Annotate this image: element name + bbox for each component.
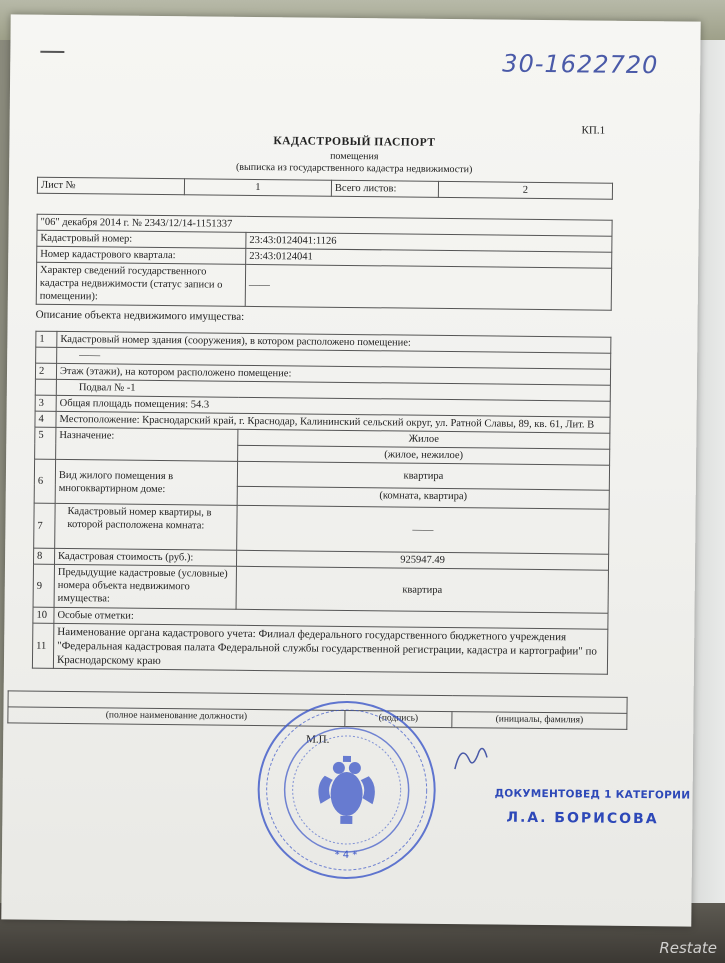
watermark-text: Restate — [659, 939, 717, 957]
previous-numbers-value: квартира — [236, 566, 608, 613]
cadastral-quarter-label: Номер кадастрового квартала: — [37, 246, 246, 264]
dwelling-type-value: квартира — [237, 461, 609, 490]
previous-numbers-label: Предыдущие кадастровые (условные) номера объекта недвижимого имущества: — [54, 564, 236, 609]
row-number: 10 — [33, 607, 54, 623]
cadastral-quarter-value: 23:43:0124041 — [246, 248, 612, 268]
official-seal-graphic — [254, 697, 441, 884]
svg-text:* 4 *: * 4 * — [334, 849, 358, 862]
header-table — [36, 214, 613, 311]
record-status-label: Характер сведений государственного кадастра недвижимости (статус записи о помещении): — [36, 262, 245, 306]
sheet-label: Лист № — [37, 177, 184, 195]
floor-value: Подвал № -1 — [56, 379, 610, 401]
site-watermark — [659, 939, 717, 957]
handwritten-signature — [451, 739, 491, 779]
document-title: КАДАСТРОВЫЙ ПАСПОРТ — [273, 135, 436, 149]
document-subtitle: помещения — [330, 150, 379, 163]
seal-place-label: М.П. — [306, 733, 330, 746]
description-title: Описание объекта недвижимого имущества: — [35, 308, 245, 323]
row-number: 5 — [35, 427, 56, 459]
row-number: 1 — [36, 331, 57, 347]
row-number: 6 — [34, 459, 55, 503]
cadastral-number-value: 23:43:0124041:1126 — [246, 232, 612, 252]
row-number: 2 — [35, 363, 56, 379]
row-number: 3 — [35, 395, 56, 411]
empty-cell — [36, 347, 57, 363]
row-number: 4 — [35, 411, 56, 427]
purpose-value: Жилое — [238, 429, 610, 449]
dwelling-type-hint: (комната, квартира) — [237, 486, 609, 509]
property-table — [32, 331, 612, 675]
area-label: Общая площадь помещения: 54.3 — [56, 395, 610, 417]
apartment-number-value: —— — [237, 505, 609, 554]
row-number: 9 — [33, 564, 54, 607]
cadastral-number-label: Кадастровый номер: — [37, 230, 246, 248]
purpose-hint: (жилое, нежилое) — [238, 445, 610, 465]
row-number: 11 — [32, 623, 53, 668]
record-status-value: —— — [245, 264, 611, 310]
empty-cell — [35, 379, 56, 395]
building-number-label: Кадастровый номер здания (сооружения), в котором расположено помещение: — [57, 331, 611, 353]
handwritten-number: 30-1622720 — [502, 49, 659, 80]
dwelling-type-label: Вид жилого помещения в многоквартирном доме: — [55, 459, 237, 505]
row-number: 7 — [34, 503, 55, 548]
building-number-value: —— — [57, 347, 611, 369]
floor-label: Этаж (этажи), на котором расположено помещение: — [56, 363, 610, 385]
row-number: 8 — [34, 548, 55, 564]
apartment-number-label: Кадастровый номер квартиры, в которой расположена комната: — [55, 503, 237, 550]
special-notes-label: Особые отметки: — [54, 607, 608, 629]
document-subtitle-2: (выписка из государственного кадастра недвижимости) — [235, 161, 473, 176]
date-line: "06" декабря 2014 г. № 2343/12/14-1151337 — [37, 214, 612, 236]
document-page — [1, 14, 700, 926]
registration-authority: Наименование органа кадастрового учета: Филиал федерального государственного бюджетного учреждения "Федеральная кадастровая палата Федеральной службы государственной регистрации, кадастра и картографии" по Краснодарскому краю — [53, 623, 607, 674]
purpose-label: Назначение: — [56, 427, 238, 461]
location-label: Местоположение: Краснодарский край, г. Краснодар, Калининский сельский округ, ул. Ратной Славы, 89, кв. 61, Лит. В — [56, 411, 610, 433]
sheet-value: 1 — [184, 179, 331, 197]
official-seal — [254, 697, 441, 884]
pen-mark — [40, 51, 64, 53]
total-sheets-value: 2 — [438, 181, 612, 199]
signature-hint: (подпись) — [345, 710, 452, 727]
name-hint: (инициалы, фамилия) — [452, 712, 627, 730]
cadastral-value-label: Кадастровая стоимость (руб.): — [55, 548, 237, 566]
sheet-table — [37, 177, 613, 200]
position-hint: (полное наименование должности) — [8, 707, 345, 727]
form-code: КП.1 — [581, 124, 606, 137]
cadastral-value: 925947.49 — [236, 550, 608, 570]
total-sheets-label: Всего листов: — [331, 180, 438, 197]
stamp-position-line: ДОКУМЕНТОВЕД 1 КАТЕГОРИИ — [494, 787, 691, 802]
signature-scribble — [451, 739, 491, 779]
stamp-name-line: Л.А. БОРИСОВА — [506, 809, 659, 828]
